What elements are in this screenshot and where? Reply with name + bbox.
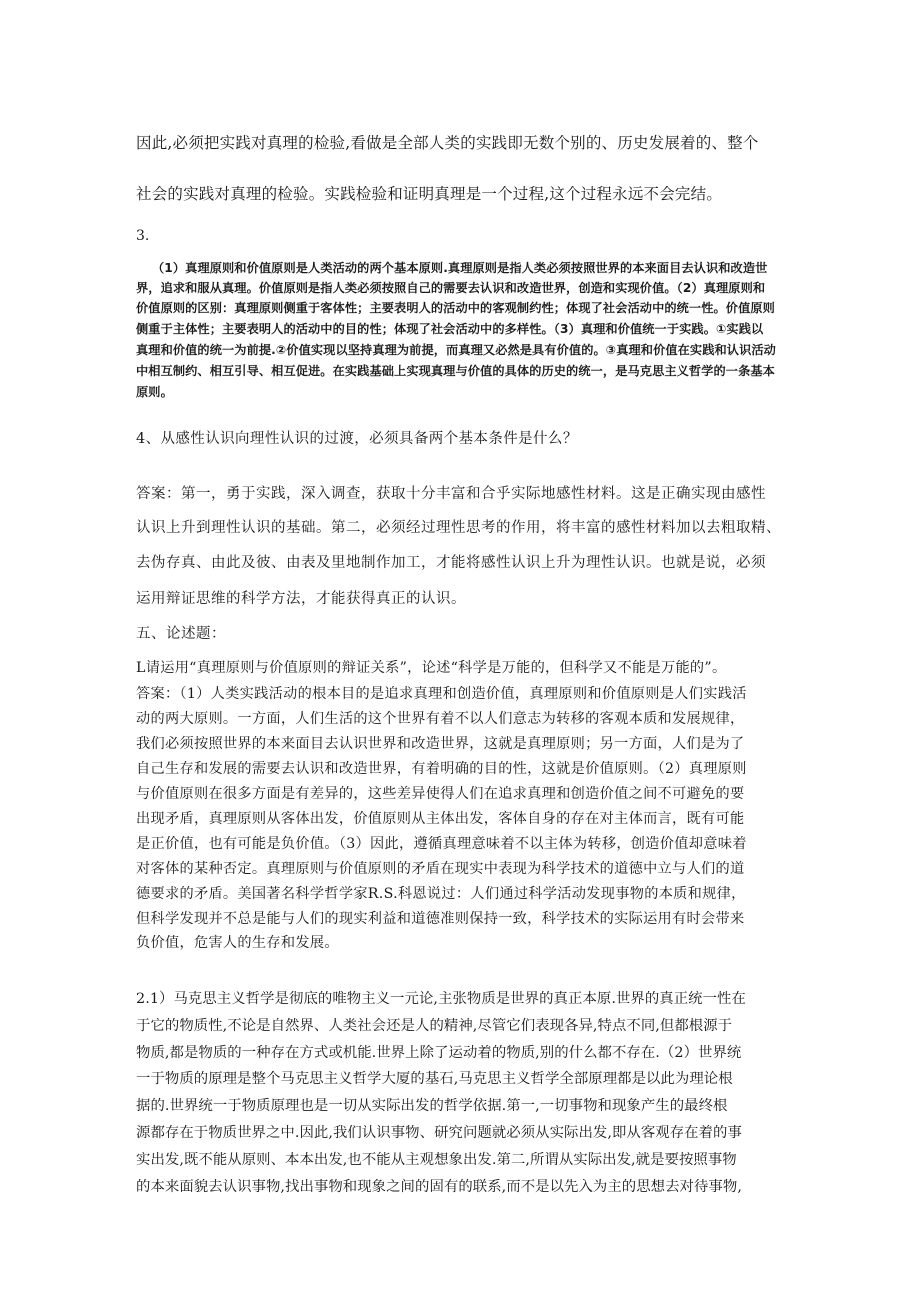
question-heading: 4、从感性认识向理性认识的过渡，必须具备两个基本条件是什么？ — [136, 431, 578, 447]
text-line: 于它的物质性,不论是自然界、人类社会还是人的精神,尽管它们表现各异,特点不同,但都根源于 — [136, 1018, 733, 1034]
text-line: 价值原则的区别：真理原则侧重于客体性；主要表明人的活动中的客观制约性；体现了社会活动中的统一性。价值原则 — [136, 301, 775, 315]
text-line: 一于物质的原理是整个马克思主义哲学大厦的基石,马克思主义哲学全部原理都是以此为理论根 — [136, 1071, 733, 1087]
text-line: 实出发,既不能从原则、本本出发,也不能从主观想象出发.第二,所谓从实际出发,就是要按照事物 — [136, 1152, 737, 1168]
text-line: L请运用“真理原则与价值原则的辩证关系”，论述“科学是万能的，但科学又不能是万能的”。 — [136, 660, 727, 676]
text-line: 中相互制约、相互引导、相互促进。在实践基础上实现真理与价值的具体的历史的统一，是马克思主义哲学的一条基本 — [136, 364, 775, 378]
text-line: 动的两大原则。一方面，人们生活的这个世界有着不以人们意志为转移的客观本质和发展规律， — [136, 711, 745, 727]
text-line: 答案：第一，勇于实践，深入调查，获取十分丰富和合乎实际地感性材料。这是正确实现由感性 — [136, 486, 766, 502]
text-line: 德要求的矛盾。美国著名科学哲学家R.S.科恩说过：人们通过科学活动发现事物的本质和规律， — [136, 886, 746, 902]
text-line: 因此,必须把实践对真理的检验,看做是全部人类的实践即无数个别的、历史发展着的、整个 — [136, 134, 759, 152]
text-line — [136, 259, 767, 276]
text-line: 但科学发现并不总是能与人们的现实利益和道德准则保持一致，科学技术的实际运用有时会带来 — [136, 911, 745, 927]
text-line: 负价值，危害人的生存和发展。 — [136, 935, 339, 951]
text-line: 界，追求和服从真理。价值原则是指人类必须按照自己的需要去认识和改造世界，创造和实现价值。（2）真理原则和 — [136, 281, 766, 295]
text-line: 运用辩证思维的科学方法，才能获得真正的认识。 — [136, 591, 466, 607]
text-line: 物质,都是物质的一种存在方式或机能.世界上除了运动着的物质,别的什么都不存在.（2）世界统 — [136, 1045, 742, 1061]
text-line: 自己生存和发展的需要去认识和改造世界，有着明确的目的性，这就是价值原则。（2）真理原则 — [136, 761, 747, 777]
text-line: 社会的实践对真理的检验。实践检验和证明真理是一个过程,这个过程永远不会完结。 — [136, 185, 723, 203]
text-line-content: （1）真理原则和价值原则是人类活动的两个基本原则.真理原则是指人类必须按照世界的本来面目去认识和改造世 — [152, 261, 768, 275]
text-line: 侧重于主体性；主要表明人的活动中的目的性；体现了社会活动中的多样性。（3）真理和价值统一于实践。①实践以 — [136, 322, 764, 336]
text-line: 真理和价值的统一为前提.②价值实现以坚持真理为前提，而真理又必然是具有价值的。③真理和价值在实践和认识活动 — [136, 343, 776, 357]
text-line: 2.1）马克思主义哲学是彻底的唯物主义一元论,主张物质是世界的真正本原.世界的真正统一性在 — [136, 991, 746, 1007]
text-line: 据的.世界统一于物质原理也是一切从实际出发的哲学依据.第一,一切事物和现象产生的最终根 — [136, 1098, 728, 1114]
text-line: 原则。 — [136, 385, 173, 399]
text-line: 源都存在于物质世界之中.因此,我们认识事物、研究问题就必须从实际出发,即从客观存在着的事 — [136, 1125, 742, 1141]
text-line: 对客体的某种否定。真理原则与价值原则的矛盾在现实中表现为科学技术的道德中立与人们的道 — [136, 861, 745, 877]
section-heading: 五、论述题： — [136, 626, 226, 642]
text-line: 认识上升到理性认识的基础。第二，必须经过理性思考的作用，将丰富的感性材料加以去粗取精、 — [136, 520, 781, 536]
text-line: 的本来面貌去认识事物,找出事物和现象之间的固有的联系,而不是以先入为主的思想去对待事物, — [136, 1179, 742, 1195]
text-line: 我们必须按照世界的本来面目去认识世界和改造世界，这就是真理原则；另一方面，人们是为了 — [136, 736, 745, 752]
text-line: 答案：（1）人类实践活动的根本目的是追求真理和创造价值，真理原则和价值原则是人们实践活 — [136, 686, 747, 702]
item-number: 3. — [136, 228, 150, 244]
text-line: 去伪存真、由此及彼、由表及里地制作加工，才能将感性认识上升为理性认识。也就是说，必须 — [136, 555, 766, 571]
text-line: 出现矛盾，真理原则从客体出发，价值原则从主体出发，客体自身的存在对主体而言，既有可能 — [136, 811, 745, 827]
text-line: 是正价值，也有可能是负价值。（3）因此，遵循真理意味着不以主体为转移，创造价值却意味着 — [136, 836, 747, 852]
text-line: 与价值原则在很多方面是有差异的，这些差异使得人们在追求真理和创造价值之间不可避免的要 — [136, 786, 745, 802]
